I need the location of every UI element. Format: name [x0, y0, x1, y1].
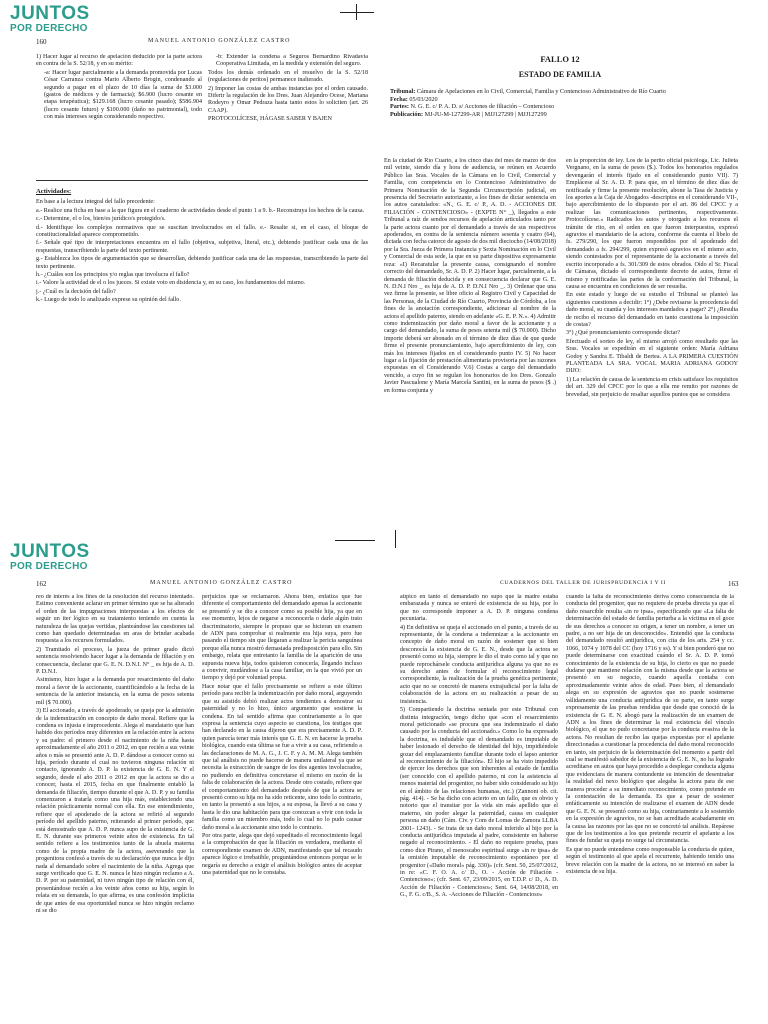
activity-item: k.- Luego de todo lo analizado exprese su opinión del fallo. [36, 297, 181, 304]
resolution-left-column [36, 54, 202, 174]
publicacion-row [390, 111, 735, 119]
paragraph: Es que no puede entenderse como responsable la conducta de quien, según el testimonio al que apela el recurrente, habiendo tenido una breve relación con la madre de la actora, no se interesó en saber la existencia de su hija. [566, 846, 734, 876]
crop-mark [340, 12, 374, 13]
logo-line1: JUNTOS [10, 541, 90, 562]
juntos-por-derecho-logo [10, 542, 90, 572]
fallo-metadata [390, 88, 735, 118]
fecha-label: Fecha: [390, 95, 408, 103]
paragraph: 1) Hacer lugar al recurso de apelación deducido por la parte actora en contra de la S. 52/18, y en su mérito: [36, 54, 202, 68]
logo-line1: JUNTOS [10, 3, 90, 24]
running-head: MANUEL ANTONIO GONZÁLEZ CASTRO [148, 38, 291, 44]
paragraph: En la ciudad de Río Cuarto, a los cinco días del mes de marzo de dos mil veinte, siendo día y hora de audiencia, se reúnen en Acuerdo Público las Sras. Vocales de la Cámara en lo Civil, Comercial y Familia, con competencia en lo Contencioso Administrativo de Primera Nominación de la Segunda Circunscripción judicial, en presencia del Secretario autorizante, a los fines de dictar sentencia en los autos caratulados: «N., G. E. c/ P., A. D. - ACCIONES DE FILIACIÓN - CONTENCIOSO» - (EXPTE N° _), llegados a este Tribunal a raíz de sendos recursos de apelación articulados tanto por la parte actora cuanto por el demandado a través de sus respectivos apoderados, en contra de la sentencia número sesenta y cuatro (64), dictada con fecha catorce de agosto de dos mil dieciocho (14/08/2018) por la Sra. Jueza de Primera Instancia y Sexta Nominación en lo Civil y Comercial de esta sede, la que en su parte dispositiva expresamente reza: «I) Recaratular la presente causa, consignando el nombre correcto del demandado, Sr. A. D. P. 2) Hacer lugar, parcialmente, a la demanda de filiación deducida y en consecuencia declarar que G. E. N. D.N.I Nro _ es hija de A. D. P. D.N.I Nro _. 3) Ordenar que una vez firme la presente, se libre oficio al Registro Civil y Capacidad de las Personas, de la Ciudad de Río Cuarto, Provincia de Córdoba, a los fines de la anotación correspondiente, adicionar al nombre de la actora el apellido paterno, siendo en adelante «G. E. P. N.». 4) Admitir como indemnización por daño moral a favor de la accionante y a cargo del demandado, la suma de pesos setenta mil ($ 70.000). Dicho importe deberá ser abonado en el término de diez días de que quede firme el presente pronunciamiento, bajo apercibimiento de ley, con más los intereses fijados en el considerando punto IV. 5) No hacer lugar a la fijación de prestación alimentaria provisoria por las razones expuestas en el Considerando V.6) Costas a cargo del demandado vencido, a cuyo fin se regulan los honorarios de los Dres. Gonzalo Javier Pascualone y María Marcela Santini, en la suma de pesos ($ .) en forma conjunta y [384, 158, 556, 394]
activity-item: a.- Realice una ficha en base a la que figura en el cuaderno de actividades desde el punto 1 a 9. b.- Reconstruya los hechos de la causa. [36, 207, 365, 214]
activities-intro: En base a la lectura integral del fallo precedente: [36, 199, 155, 206]
paragraph: 3) El accionado, a través de apoderado, se queja por la admisión de la indemnización en concepto de daño moral. Refiere que la condena es injusta e improcedente. Alega el mandatario que han habido dos períodos muy diferentes en la relación entre la actora y su padre: el primero desde el nacimiento de la niña hasta aproximadamente el año 2011 o 2012, en que recién a sus veinte años o más se presentó ante A. D. P. dándose a conocer como su hija, período durante el cual no tuvieron ninguna relación ni contacto, ignorando A. D. P. la existencia de G. E. N. Y el segundo, desde el año 2011 o 2012 en que la actora se dio a conocer, hasta el 2015, fecha en que finalmente entabló la demanda de filiación, tiempo durante el que A. D. P. y su familia comenzaron a tratarla como una hija más, estableciendo una relación prácticamente normal con ella. En ese entendimiento, refiere que el apoderado de la actora se refirió al segundo período del apellido paterno, reiterando al primer período, que está demostrado que A. D. P. nunca supo de la existencia de G. E. N. durante sus primeros veinte años de existencia. En tal sentido refiere a los testimonios tanto de la abuela materna como de la propia madre de la actora, aseverando que la progenitora confesó a través de su declaración que nunca le dijo nada al demandado sobre el nacimiento de la niña. Agrega que surge verificado que G. E. N. nunca le hizo ningún reclamo a A. D. P. por su paternidad, ni tuvo ningún tipo de relación con él, presentándose recién a los veinte años como su hija, según lo relata en su demanda, lo que afirma, es una confesión implícita de que antes de esa oportunidad nunca se hizo ningún reclamo ni se dio [36, 708, 194, 915]
paragraph: Hace notar que el fallo precisamente se refiere a este último período para recibir la indemnización por daño moral, arguyendo que su asistido debió realizar actos tendientes a demostrar su paternidad y no lo hizo, único argumento que sostiene la condena. En tal sentido afirma que contrariamente a lo que expresa la sentencia cuyo aspecto se cuestiona, los testigos que han declarado en la causa dijeron que era precisamente A. D. P. quien parecía tener más interés que G. E. N. en hacerse la prueba biológica, cuando esta última se fue a vivir a su casa, refiriendo a las declaraciones de M. A. G., J. C. F. y A. M. M. Alega también que tal análisis no puede hacerse de manera unilateral ya que se necesita la extracción de sangre de los dos agentes involucrados, no pudiendo en definitiva concretarse el mismo en razón de la falta de colaboración de la actora. Desde otro costado, refiere que el comportamiento del demandado después de que la actora se presentó como su hija no ha sido reticente, sino todo lo contrario, en tanto la presentó a sus hijos, a su esposa, la llevó a su casa y hasta le dio una habitación para que conozcan a vivir con toda la familia como un miembro más, todo lo cual no lo pudo causar daño moral a la accionante sino todo lo contrario. [202, 683, 362, 831]
crop-mark [395, 530, 396, 548]
activities-title: Actividades: [36, 188, 72, 195]
crop-mark [356, 4, 357, 20]
page-number-left: 162 [36, 580, 47, 588]
paragraph: 4) En definitiva se queja el accionado en el punto, a través de su representante, de la condena a indemnizar a la accionante en concepto de daño moral en razón de sostener que si bien desconocía la existencia de G. E. N., desde que la actora se presentó como su hija, siempre le dio el trato como tal y que no puede reprochársele conducta antijurídica alguna ya que no es su derecho antes de formular el reconocimiento legal correspondiente, la realización de la prueba genética pertinente, acto que no se concretó de manera extrajudicial por la falta de colaboración de la actora en su realización a pesar de su insistencia. [400, 624, 558, 705]
paragraph: Asimismo, hizo lugar a la demanda por resarcimiento del daño moral a favor de la accionante, cuantificándolo a la fecha de la sentencia de la anterior instancia, en la suma de pesos setenta mil ($ 70.000). [36, 677, 194, 706]
page-number-right: 163 [728, 580, 739, 588]
body-column-3 [400, 594, 558, 1020]
publicacion-label: Publicación: [390, 110, 424, 118]
fallo-body-left [384, 158, 556, 520]
paragraph: 3°) ¿Qué pronunciamiento corresponde dictar? [566, 330, 681, 337]
publicacion-value: MJ-JU-M-127299-AR | MJJ127299 | MJJ127299 [424, 110, 547, 118]
fallo-body-right [566, 158, 738, 520]
fallo-subject: ESTADO DE FAMILIA [518, 70, 602, 79]
running-head-left: MANUEL ANTONIO GONZÁLEZ CASTRO [150, 580, 293, 586]
partes-value: N. G. E. c/ P. A. D. s/ Acciones de filiación – Contencioso [410, 103, 555, 111]
body-column-1 [36, 594, 194, 1020]
crop-mark [335, 540, 375, 541]
fecha-value: 05/03/2020 [409, 95, 438, 103]
paragraph: cuando la falta de reconocimiento deriva como consecuencia de la conducta del progenitor, que no requiere de prueba directa ya que el daño resarcible resulta «in re ipsa», especificando que «La falta de determinación del estado de familia perturba a la víctima en el goce de sus derechos a conocer su origen, a tener un nombre, a tener un padre, a no ser hija de un desconocido». Entendió que la conducta del demandado resultó antijurídica, con cita de los arts. 254 y cc. 1066, 1074 y 1078 del CC (hoy 1716 y ss). Y si bien ponderó que no puede determinarse con exactitud cuándo el Sr. A. D. P. tomó conocimiento de la existencia de su hija, lo cierto es que no puede dudarse que mantiene relación con la misma desde que la actora se presentó en su negocio, cuando aquella contaba con aproximadamente veinte años de edad. Pues bien, el demandado alega en su expresión de agravios que no puede sostenerse válidamente una conducta antijurídica de su parte, en tanto surge expresamente de las pruebas rendidas que desde que conoció de la existencia de G. E. N. abogó para la realización de un examen de ADN a los fines de determinar la real existencia del vínculo biológico, el que no pudo concretarse por la conducta evasiva de la actora. No resultan de recibo las quejas expuestas por el apelante direccionadas a cuestionar la procedencia del daño moral reconocido en tanto, sin perjuicio de la determinación del momento a partir del cual se manifestó sabedor de la existencia de G. E. N., no ha logrado acreditarse en autos que haya procedido a desplegar conducta alguna que evidenciara de manera contundente su intención de desentrañar la realidad del nexo biológico que alegaba la actora para de ese manera proceder a su inmediato reconocimiento, como pretende en la contestación de la demanda. Es que a pesar de sostener enfáticamente su intención de realizarse el examen de ADN desde que G. E. N. se presentó como su hija, contrariamente a lo sostenido en la expresión de agravios, no se han acreditado acabadamente en la causa las razones por las que no se concretó tal análisis. Repárese que de los testimonios a los que pretende recurrir el apelante a los fines de fundar su queja no surge tal circunstancia. [566, 594, 734, 845]
juntos-por-derecho-logo [10, 4, 90, 34]
activity-item: c.- Determine, el o los, bien/es jurídico/s protegido/s. [36, 216, 166, 223]
activity-item: g.- Establezca los tipos de argumentación que se desarrollan, debiendo justificar cada una de las respuestas, transcribiendo la parte del texto pertinente. [36, 256, 368, 270]
page-number: 160 [36, 38, 47, 46]
activity-item: d.- Identifique los complejos normativos que se suscitan involucrados en el fallo. e.- Resalte si, en el caso, el bloque de constitucionalidad aparece comprometido. [36, 224, 368, 239]
bottom-page [0, 528, 768, 1024]
paragraph: PROTOCOLÍCESE, HÁGASE SABER Y BAJEN [208, 116, 332, 123]
paragraph: Todos los demás ordenado en el resuelvo de la S. 52/18 (regulaciones de peritos) permanece inalterado. [208, 69, 368, 84]
paragraph: 5) Compartiendo la doctrina sentada por este Tribunal con distinta integración, tengo dicho que «con el resarcimiento moral peticionado «se procura que sea indemnizado el daño causado por la conducta del accionado.» Como lo ha expresado la doctrina, es indudable que el demandado es imputable de haber lesionado el derecho de identidad del hijo, impidiéndole gozar del emplazamiento familiar durante todo el lapso anterior al reconocimiento de la filiación». El hijo se ha visto impedido de ejercer los derechos que son inherentes al estado de familia (ser conocido con el apellido paterno, ni con la asistencia al menos material del progenitor, no haber sido considerado su hijo en el ámbito de las relaciones humanas, etc.) (Zannoni ob. cit. pág. 414). - Se ha dicho con acierto en un fallo, que es obvio y notorio que el transitar por la vida sin más apellido que el materno, sin poder alegar la paternidad, causa en cualquier persona un daño (Cám. Civ. y Com de Lomas de Zamora LLBA 2001- 1243). - Se trata de un daño moral inferido al hijo por la conducta antijurídica imputada al padre, consistente en haberse negado al reconocimiento. - El daño no requiere prueba, pues como dice Pirano, el menoscabo espiritual surge «in re ipsa» de la omisión imputable de reconocimiento espontáneo por el progenitor («Daño moral» pág. 330)» (cfr. Sent. 50, 25/07/2012, in re: «C. F. O. A. c/ D., O. - Acción de Filiación - Contencioso»; (cfr. Sent. 67, 23/09/2015, en T.D.P. c/ D., A. D. Acción de Filiación - Contencioso»; Sent. 64, 14/08/2018, en G., F. G. c/B., S. A. -Acciones de Filiación - Contencioso» [400, 707, 558, 899]
tribunal-value: Cámara de Apelaciones en lo Civil, Comercial, Familia y Contencioso Administrativo de Río Cuarto [416, 88, 666, 95]
activity-item: j.- ¿Cuál es la decisión del fallo? [36, 288, 116, 295]
body-column-4 [566, 594, 734, 1020]
activity-item: f.- Señale qué tipo de interpretaciones encuentra en el fallo (objetiva, subjetiva, literal, etc.), debiendo justificar cada una de las respuestas, transcribiendo la parte del texto pertinente. [36, 240, 368, 254]
paragraph: 2) Imponer las costas de ambas instancias por el orden causado. Diferir la regulación de los Dres. Juan Alejandro Ocese, Mariana Rodeyro y Omar Pedraza hasta tanto estos lo soliciten (art. 26 CAAP). [208, 85, 368, 114]
paragraph: atípico en tanto el demandado no supo que la madre estaba embarazada y nunca se enteró de existencia de su hija, por lo que no corresponde imponer a A. D. P. ninguna condena pecuniaria. [400, 594, 558, 623]
logo-line2: POR DERECHO [10, 561, 88, 572]
paragraph: Efectuado el sorteo de ley, el mismo arrojó como resultado que las Sras. Vocales se expedirán en el siguiente orden: María Adriana Godoy y Sandra E. Tibaldi de Bertea. A LA PRIMERA CUESTIÓN PLANTEADA LA SRA. VOCAL MARIA ADRIANA GODOY DIJO: [566, 338, 738, 375]
activities-section [36, 188, 368, 368]
activity-item: i.- Valore la actividad de el o los jueces. Si existe voto en disidencia y, en su caso, los fundamentos del mismo. [36, 280, 306, 287]
paragraph: perjuicios que se reclamaron. Ahora bien, enfatiza que fue diferente el comportamiento del demandado apenas la accionante se presentó y se dio a conocer como su posible hija, ya que en ese momento, lejos de negarse a reconocerla o darle algún trato discriminatorio, siempre le propuso que se hicieran un examen de ADN para comprobar si realmente era hija suya, pero fue pasando el tiempo sin que llegaran a realizar la pericia sanguínea porque ella nunca mostró demasiada predisposición para ello. Sin embargo, relata que entretanto la familia de la aparición de una supuesta nueva hija, todos quisieron conocerla, llegando incluso a convivir, mudándose a la casa familiar, en la que vivió por un tiempo y dejó por voluntad propia. [202, 594, 362, 682]
paragraph: reo de interés a los fines de la resolución del recurso intentado. Estimo conveniente aclarar en primer término que se ha alterado el orden de las impugnaciones interpuestas a los efectos de seguir un iter lógico en su tratamiento teniendo en cuenta la naturaleza de las quejas vertidas, planteándose las cuestiones tal como han quedado determinadas en aras de brindar acabada respuesta a los recursos formulados. [36, 594, 194, 645]
activity-item: h.- ¿Cuáles son los principios y/o reglas que involucra el fallo? [36, 272, 190, 279]
paragraph: Por otra parte, alega que dejó supeditado el reconocimiento legal a la comprobación de que la filiación es verdadera, mediante el correspondiente examen de ADN, manifestando que tal recaudo aparece lógico e irrebatible, preguntándose entonces porque se le negaría su derecho a exigir el análisis biológico antes de aceptar una paternidad que no le constaba. [202, 833, 362, 877]
paragraph: en la proporción de ley. Los de la perito oficial psicóloga, Lic. Julieta Vergnano, en la suma de pesos ($.). Todos los honorarios regulados devengarán el interés fijado en el considerando punto VII). 7) Emplácese al Sr. A. D. P. para que, en el término de diez días de notificada y firme la presente resolución, abone la Tasa de Justicia y los aportes a la Caja de Abogados -descriptos en el considerando VII-, bajo apercibimiento de lo dispuesto por el art. 86 del CPCC y a realizar las comunicaciones pertinentes, respectivamente. Protocolícese.» Radicados los autos y otorgado a los recursos el trámite de rito, en el orden en que fueron interpuestos, expresó agravios el mandatario de la actora, conforme da cuenta el libelo de fs. 279/290, los que fueron respondidos por el apoderado del demandado a fs. 294/299, quien expresó agravios en el mismo acto, siendo contestados por el representante de la accionante a través del escrito incorporado a fs. 301/309 de estos obrados. Oído el Sr. Fiscal de Cámaras, dictado el correspondiente decreto de autos, firme el mismo y notificadas las partes de la conformación del Tribunal, la causa se encuentra en condiciones de ser resuelta. [566, 158, 738, 290]
partes-label: Partes: [390, 103, 409, 111]
running-head-right: CUADERNOS DEL TALLER DE JURISPRUDENCIA I Y II [500, 580, 666, 586]
paragraph: En este estado y luego de su estudio el Tribunal se planteó las siguientes cuestiones a decidir: 1°) ¿Debe revisarse la procedencia del daño moral, su cuantía y los intereses mandados a pagar? 2°) ¿Resulta de recibo el recurso del demandado en tanto cuestiona la imposición de costas? [566, 292, 738, 328]
resolution-right-column [208, 54, 368, 174]
body-column-2 [202, 594, 362, 1020]
tribunal-row [390, 88, 735, 96]
fallo-number: FALLO 12 [540, 54, 580, 64]
paragraph: -b: Extender la condena a Seguros Bernardino Rivadavia Cooperativa Limitada, en la medida y extensión del seguro. [216, 54, 368, 68]
partes-row [390, 103, 735, 111]
fecha-row [390, 96, 735, 104]
paragraph: 2) Tramitado el proceso, la jueza de primer grado dictó sentencia resolviendo hacer lugar a la demanda de filiación y en consecuencia, declarar que G. E. N. D.N.I. N° _ es hija de A. D. P. D.N.I. [36, 646, 194, 676]
paragraph: -a: Hacer lugar parcialmente a la demanda promovida por Lucas César Carranza contra Mario Alberto Brogin, condenando al segundo a pagar en el plazo de 10 días la suma de $3.000 (gastos de médicos y de farmacia); $6.900 (lucro cesante en etapa terapéutica); $129.168 (lucro cesante pasado); $586.904 (lucro cesante futuro) y $100.000 (daño no patrimonial), todo con más intereses según considerando respectivo. [44, 69, 202, 121]
logo-line2: POR DERECHO [10, 23, 88, 34]
paragraph: 1) La relación de causa de la sentencia en crisis satisface los requisitos del art. 329 del CPCC por lo que a ella me remito por razones de brevedad, sin perjuicio de resaltar aquellos puntos que se considera [566, 376, 738, 398]
tribunal-label: Tribunal: [390, 88, 416, 95]
divider [36, 180, 368, 181]
